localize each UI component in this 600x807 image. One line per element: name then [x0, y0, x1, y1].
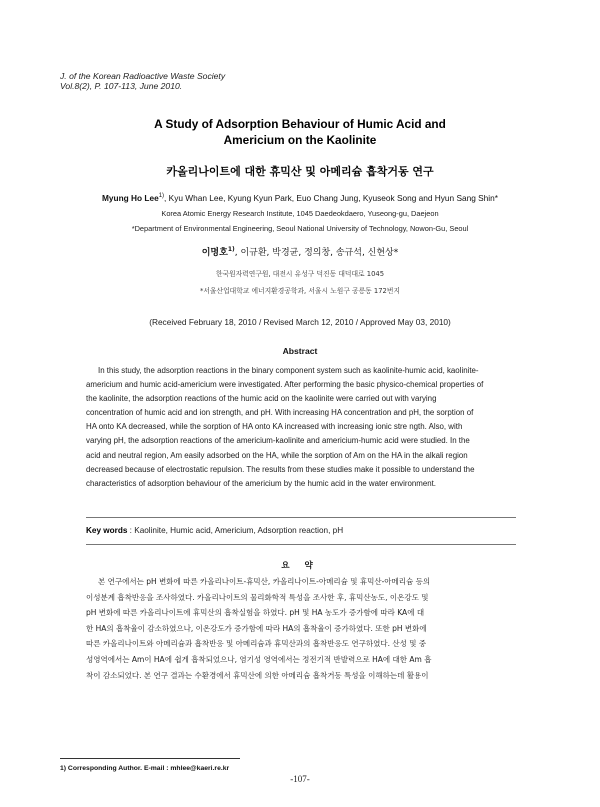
abstract-line: the kaolinite, the adsorption reactions of the humic acid on the kaolinite were carried out with varying [86, 394, 437, 404]
keywords-value: : Kaolinite, Humic acid, Americium, Adsorption reaction, pH [127, 526, 344, 535]
corresponding-author-footnote: 1) Corresponding Author. E-mail : mhlee@kaeri.re.kr [60, 765, 230, 772]
korean-title: 카올리나이트에 대한 휴믹산 및 아메리슘 흡착거동 연구 [166, 165, 434, 178]
paper-title-line2: Americium on the Kaolinite [223, 133, 377, 147]
korean-corresponding-author: 이명호 [201, 248, 228, 258]
abstract-line: varying pH, the adsorption reactions of the americium-kaolinite and americium-humic acid were studied. In the [86, 436, 470, 446]
abstract-line: concentration of humic acid and ion strength, and pH. With increasing HA concentration and pH, the sorption of [86, 408, 474, 418]
abstract-line: characteristics of adsorption behaviour of the americium by the humic acid in the water environment. [86, 478, 436, 488]
korean-abstract-line: 따른 카올리나이트와 아메리슘과 흡착반응 및 아메리슘과 휴믹산과의 흡착반응도 연구하였다. 산성 및 중 [86, 639, 427, 649]
korean-affiliation-kaeri: 한국원자력연구원, 대전시 유성구 덕진동 대덕대로 1045 [215, 270, 385, 278]
affiliation-snut: *Department of Environmental Engineering, Seoul National University of Technology, Nowon-Gu, Seoul [131, 224, 469, 233]
korean-author-list [0, 245, 600, 258]
korean-abstract-heading: 요 약 [281, 561, 319, 571]
submission-dates: (Received February 18, 2010 / Revised March 12, 2010 / Approved May 03, 2010) [149, 317, 451, 327]
korean-abstract-line: 이성분계 흡착반응을 조사하였다. 카올리나이트의 물리화학적 특성을 조사한 후, 휴믹산농도, 이온강도 및 [86, 592, 429, 602]
keywords-bottom-rule [86, 544, 516, 545]
keywords-label: Key words [86, 526, 128, 535]
paper-title-line1: A Study of Adsorption Behaviour of Humic Acid and [154, 117, 446, 131]
korean-abstract-line: 한 HA의 흡착율이 감소하였으나, 이온강도가 증가함에 따라 HA의 흡착율이 증가하였다. 또한 pH 변화에 [86, 623, 427, 633]
affiliation-kaeri: Korea Atomic Energy Research Institute, 1045 Daedeokdaero, Yuseong-gu, Daejeon [161, 209, 439, 218]
abstract-line: americium and humic acid-americium were investigated. After performing the basic physico-chemical properties of [86, 380, 484, 390]
abstract-line: In this study, the adsorption reactions in the binary component system such as kaolinite-humic acid, kaolinite- [98, 366, 479, 375]
journal-volume: Vol.8(2), P. 107-113, June 2010. [60, 81, 183, 91]
journal-citation [60, 71, 225, 91]
paper-title [0, 116, 600, 148]
korean-abstract-line: pH 변화에 따른 카올리나이트에 휴믹산의 흡착실험을 하였다. pH 및 HA 농도가 증가함에 따라 KA에 대 [86, 608, 425, 618]
co-authors: , Kyu Whan Lee, Kyung Kyun Park, Euo Chang Jung, Kyuseok Song and Hyun Sang Shin* [164, 193, 498, 203]
korean-abstract-line: 본 연구에서는 pH 변화에 따른 카올리나이트-휴믹산, 카올리나이트-아메리슘 및 휴믹산-아메리슘 등의 [98, 577, 431, 586]
abstract-line: decreased because of electrostatic repulsion. The results from these studies make it possible to understand the [86, 464, 475, 474]
journal-name: J. of the Korean Radioactive Waste Society [60, 71, 226, 81]
korean-abstract-body [86, 574, 518, 683]
korean-author-mark: 1) [227, 246, 235, 253]
page-number: -107- [290, 774, 310, 784]
abstract-line: acid and neutral region, Am easily adsorbed on the HA, while the sorption of Am on the HA in the alkali region [86, 450, 468, 460]
korean-abstract-line: 성영역에서는 Am이 HA에 쉽게 흡착되었으나, 염기성 영역에서는 정전기적 반발력으로 HA에 대한 Am 흡 [86, 654, 432, 664]
korean-co-authors: , 이규환, 박경균, 정의창, 송규석, 신현상* [234, 248, 399, 258]
footnote-rule [60, 758, 240, 759]
author-mark: 1) [158, 193, 165, 200]
korean-abstract-line: 착이 감소되었다. 본 연구 결과는 수환경에서 휴믹산에 의한 아메리슘 흡착거동 특성을 이해하는데 활용이 [86, 670, 429, 680]
abstract-heading: Abstract [282, 346, 318, 356]
keywords-top-rule [86, 517, 516, 518]
korean-affiliation-snut: *서울산업대학교 에너지환경공학과, 서울시 노원구 공릉동 172번지 [199, 287, 401, 295]
abstract-line: HA onto KA decreased, while the sorption of HA onto KA increased with increasing ionic stre ngth. Also, with [86, 422, 463, 432]
corresponding-author: Myung Ho Lee [102, 193, 159, 203]
author-list [0, 193, 600, 203]
abstract-body [86, 364, 516, 491]
keywords [86, 526, 343, 535]
